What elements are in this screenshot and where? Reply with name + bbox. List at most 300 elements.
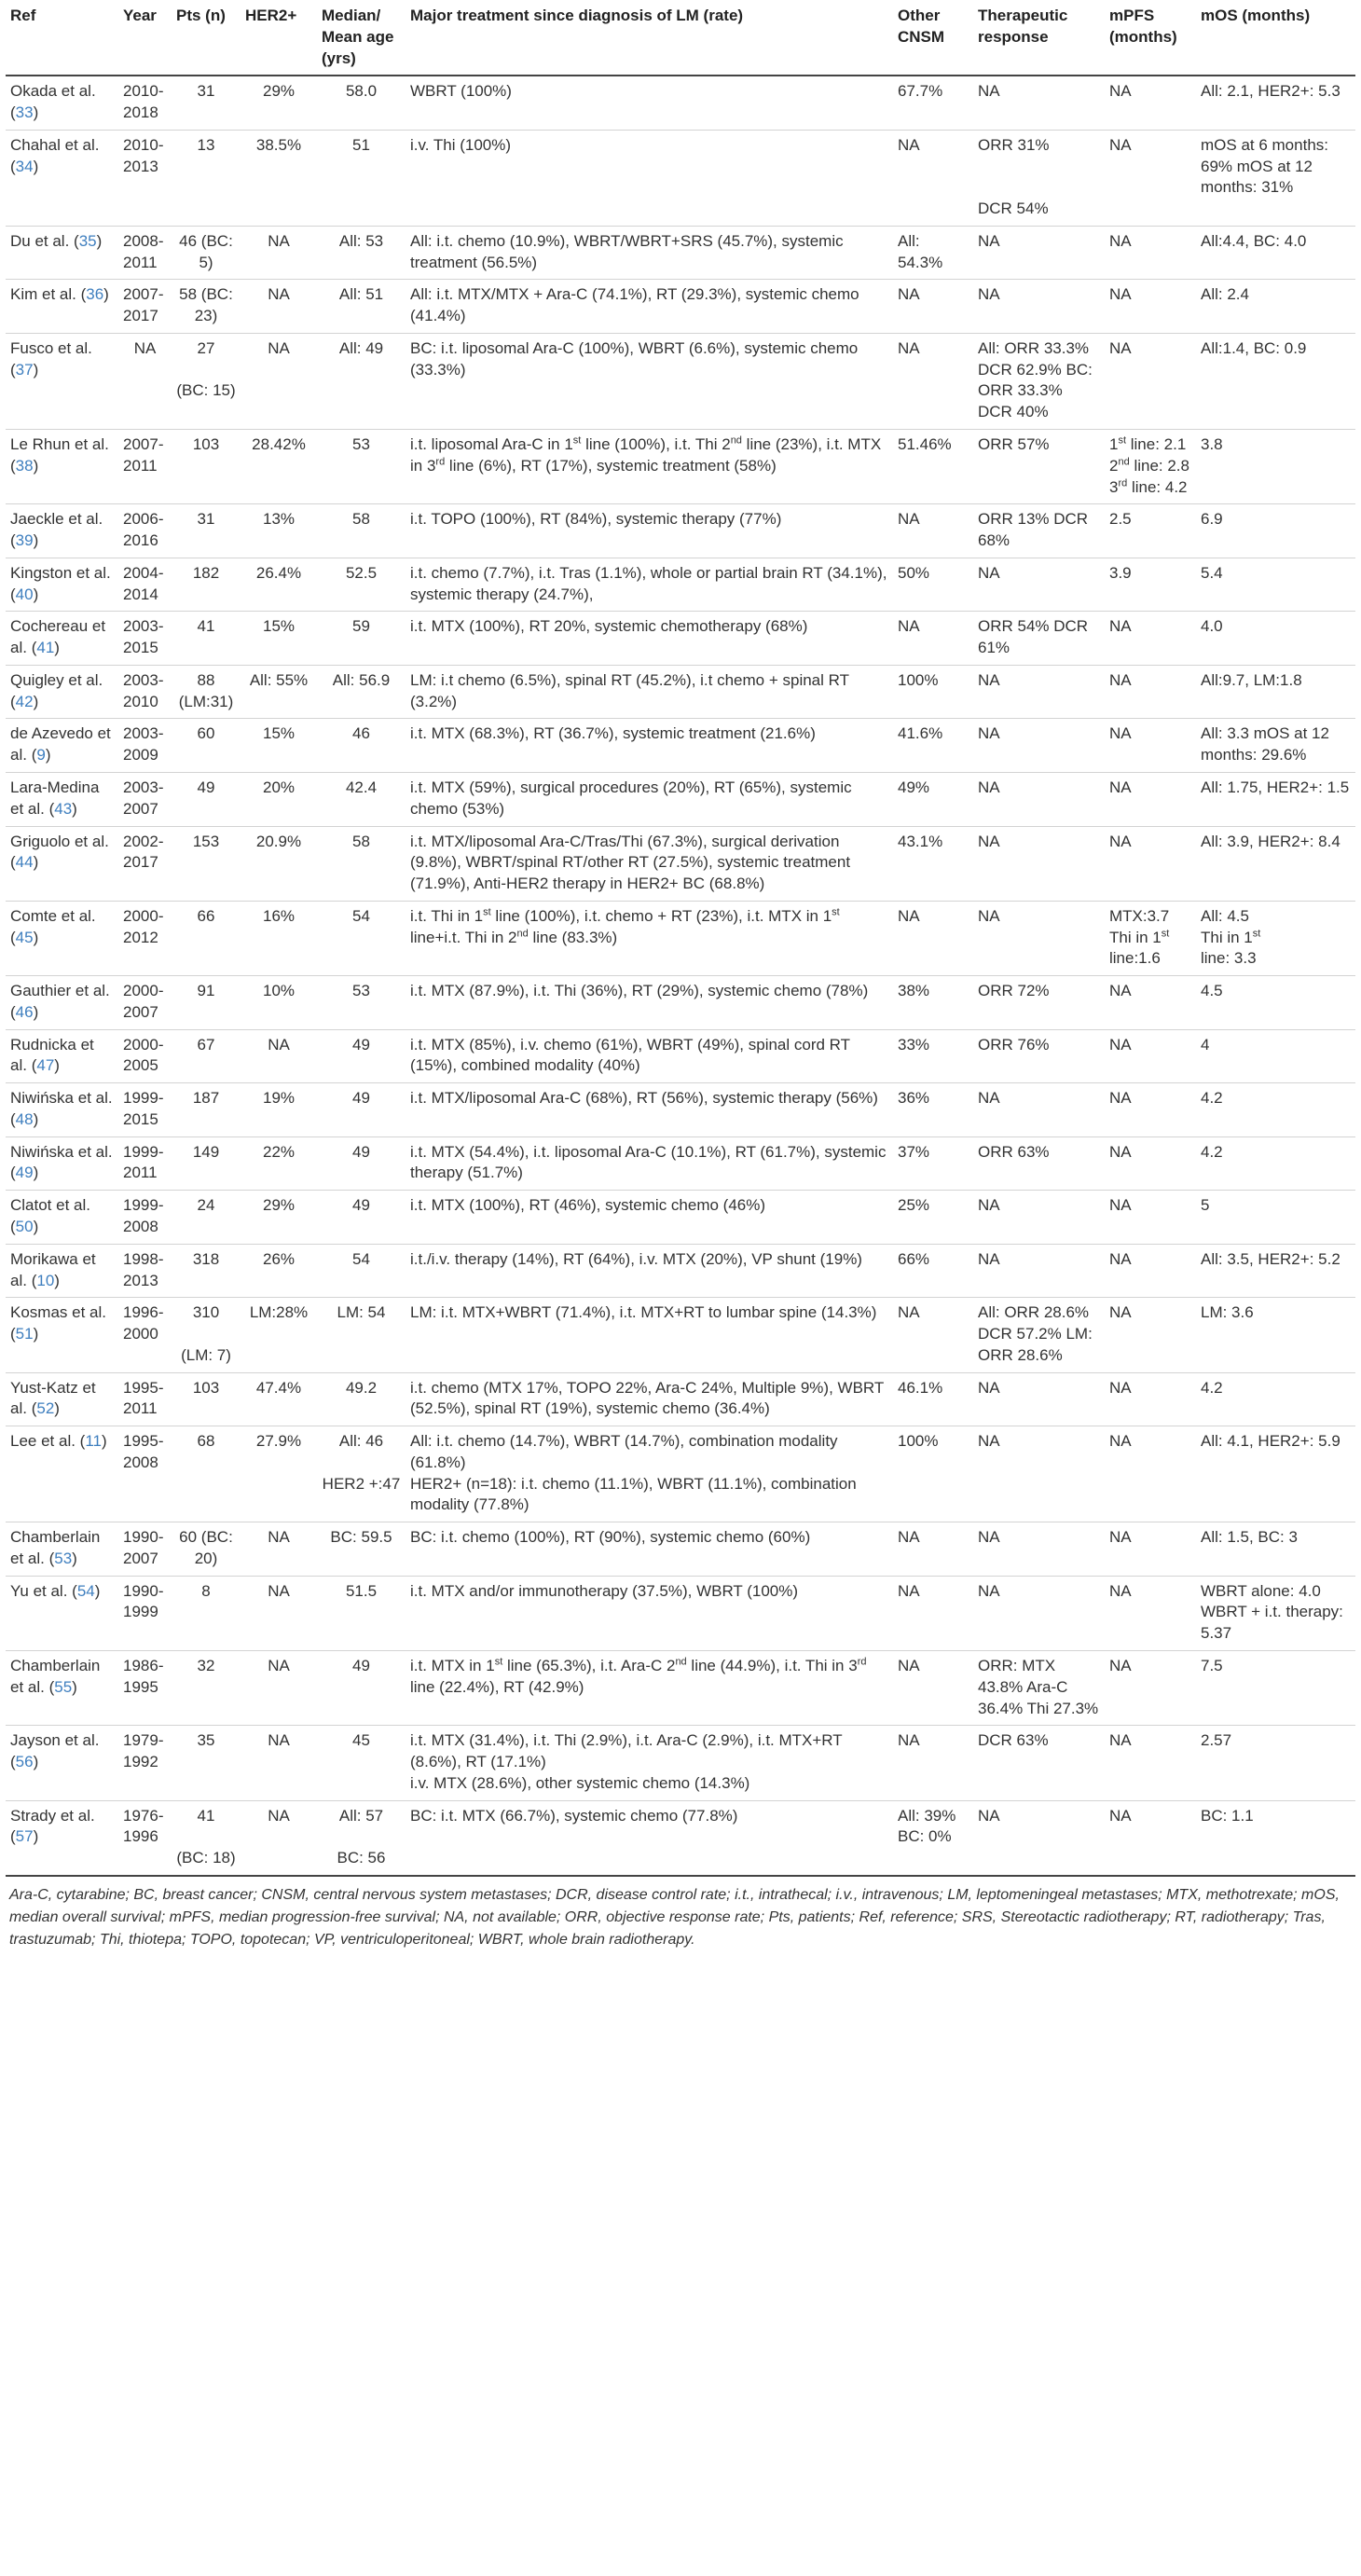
- age-cell: All: 53: [338, 231, 384, 250]
- citation-link[interactable]: 47: [36, 1056, 55, 1075]
- pts-cell: 310 (LM: 7): [181, 1303, 231, 1364]
- treatment-cell: All: i.t. chemo (10.9%), WBRT/WBRT+SRS (45.7%), systemic treatment (56.5%): [410, 231, 844, 271]
- age-cell: BC: 59.5: [330, 1528, 392, 1547]
- pts-cell: 35: [197, 1731, 215, 1750]
- mpfs-cell: NA: [1109, 1378, 1132, 1397]
- pts-cell: 58 (BC: 23): [179, 285, 233, 325]
- treatment-cell: i.t. liposomal Ara-C in 1st line (100%), i.t. Thi 2nd line (23%), i.t. MTX in 3rd line (6%), RT (17%), systemic treatment (58%): [410, 434, 882, 475]
- age-cell: 49: [352, 1035, 370, 1054]
- age-cell: All: 46 HER2 +:47: [322, 1432, 401, 1493]
- citation-link[interactable]: 9: [36, 746, 46, 765]
- citation-link[interactable]: 52: [36, 1399, 55, 1418]
- treatment-cell: i.t. MTX (59%), surgical procedures (20%), RT (65%), systemic chemo (53%): [410, 778, 852, 818]
- response-cell: NA: [978, 82, 1000, 101]
- response-cell: DCR 63%: [978, 1731, 1049, 1750]
- table-row: [6, 1083, 1355, 1137]
- year-cell: 1995-2008: [123, 1432, 164, 1471]
- cnsm-cell: NA: [898, 1528, 920, 1547]
- response-cell: NA: [978, 778, 1000, 796]
- citation-link[interactable]: 35: [78, 231, 97, 250]
- age-cell: 45: [352, 1731, 370, 1750]
- year-cell: 2000-2005: [123, 1035, 164, 1075]
- pts-cell: 91: [197, 982, 215, 1000]
- year-cell: 1995-2011: [123, 1378, 164, 1418]
- pts-cell: 60 (BC: 20): [179, 1528, 233, 1567]
- mpfs-cell: NA: [1109, 338, 1132, 357]
- mos-cell: 7.5: [1201, 1657, 1223, 1674]
- cnsm-cell: 67.7%: [898, 82, 943, 101]
- citation-link[interactable]: 46: [15, 1002, 34, 1021]
- ref-cell: Kosmas et al. (51): [10, 1303, 106, 1343]
- year-cell: 2010-2013: [123, 135, 164, 175]
- table-row: [6, 772, 1355, 826]
- citation-link[interactable]: 40: [15, 585, 34, 603]
- ref-cell: Strady et al. (57): [10, 1806, 95, 1846]
- age-cell: 53: [352, 982, 370, 1000]
- mpfs-cell: NA: [1109, 1089, 1132, 1108]
- treatment-cell: i.t. MTX (54.4%), i.t. liposomal Ara-C (10.1%), RT (61.7%), systemic therapy (51.7%): [410, 1142, 887, 1182]
- treatment-cell: i.t. MTX in 1st line (65.3%), i.t. Ara-C 2nd line (44.9%), i.t. Thi in 3rd line (22.4%), RT (42.9%): [410, 1656, 867, 1696]
- cnsm-cell: 37%: [898, 1142, 930, 1161]
- response-cell: NA: [978, 724, 1000, 743]
- response-cell: ORR 57%: [978, 435, 1050, 454]
- response-cell: ORR 54% DCR 61%: [978, 617, 1089, 657]
- table-row: [6, 826, 1355, 901]
- mos-cell: WBRT alone: 4.0 WBRT + i.t. therapy: 5.37: [1201, 1581, 1343, 1643]
- ref-cell: Lee et al. (11): [10, 1432, 107, 1451]
- mos-cell: All: 4.1, HER2+: 5.9: [1201, 1432, 1340, 1451]
- treatment-cell: i.t. MTX/liposomal Ara-C (68%), RT (56%), systemic therapy (56%): [410, 1089, 878, 1108]
- her2-cell: 22%: [262, 1142, 296, 1161]
- pts-cell: 24: [197, 1196, 215, 1215]
- citation-link[interactable]: 45: [15, 928, 34, 946]
- header-mos: mOS (months): [1201, 7, 1311, 24]
- year-cell: 1998-2013: [123, 1249, 164, 1289]
- mos-cell: All: 1.5, BC: 3: [1201, 1528, 1298, 1547]
- cnsm-cell: 46.1%: [898, 1378, 943, 1397]
- response-cell: NA: [978, 1089, 1000, 1108]
- mpfs-cell: 1st line: 2.1 2nd line: 2.8 3rd line: 4.2: [1109, 434, 1189, 496]
- table-row: [6, 333, 1355, 429]
- her2-cell: NA: [268, 285, 290, 304]
- year-cell: 2007-2011: [123, 435, 164, 475]
- her2-cell: 20.9%: [255, 832, 302, 850]
- table-row: [6, 1136, 1355, 1191]
- response-cell: All: ORR 33.3% DCR 62.9% BC: ORR 33.3% DCR 40%: [978, 338, 1093, 421]
- her2-cell: 47.4%: [255, 1378, 302, 1397]
- table-row: [6, 1426, 1355, 1522]
- her2-cell: LM:28%: [249, 1303, 309, 1322]
- year-cell: 2004-2014: [123, 563, 164, 603]
- ref-cell: Du et al. (35): [10, 231, 103, 250]
- table-row: [6, 1576, 1355, 1650]
- treatment-cell: WBRT (100%): [410, 82, 512, 101]
- citation-link[interactable]: 49: [15, 1164, 34, 1182]
- age-cell: 52.5: [345, 563, 378, 582]
- cnsm-cell: 38%: [898, 982, 930, 1000]
- her2-cell: NA: [268, 1528, 290, 1547]
- citation-link[interactable]: 44: [15, 853, 34, 872]
- response-cell: NA: [978, 1378, 1000, 1397]
- table-row: [6, 1726, 1355, 1800]
- mos-cell: All: 3.5, HER2+: 5.2: [1201, 1249, 1340, 1268]
- treatment-cell: BC: i.t. liposomal Ara-C (100%), WBRT (6.6%), systemic chemo (33.3%): [410, 338, 859, 379]
- year-cell: 1990-1999: [123, 1581, 164, 1621]
- year-cell: 2003-2010: [123, 670, 164, 710]
- treatment-cell: i.t. MTX (87.9%), i.t. Thi (36%), RT (29%), systemic chemo (78%): [410, 982, 869, 1000]
- age-cell: 49: [352, 1142, 370, 1161]
- response-cell: All: ORR 28.6% DCR 57.2% LM: ORR 28.6%: [978, 1303, 1093, 1364]
- response-cell: NA: [978, 1196, 1000, 1215]
- treatment-cell: i.t. chemo (7.7%), i.t. Tras (1.1%), whole or partial brain RT (34.1%), systemic therapy (24.7%),: [410, 563, 887, 603]
- year-cell: 1999-2015: [123, 1089, 164, 1128]
- ref-cell: Yust-Katz et al. (52): [10, 1378, 96, 1418]
- ref-cell: Rudnicka et al. (47): [10, 1035, 94, 1075]
- her2-cell: 27.9%: [255, 1432, 302, 1451]
- response-cell: NA: [978, 1528, 1000, 1547]
- pts-cell: 153: [192, 832, 220, 850]
- ref-cell: Cochereau et al. (41): [10, 617, 106, 657]
- cnsm-cell: 100%: [898, 670, 939, 689]
- age-cell: 46: [352, 724, 370, 743]
- treatment-cell: i.t. MTX (31.4%), i.t. Thi (2.9%), i.t. Ara-C (2.9%), i.t. MTX+RT (8.6%), RT (17.1%) i.v. MTX (28.6%), other systemic chemo (14.3%): [410, 1731, 843, 1792]
- table-row: [6, 1651, 1355, 1726]
- mos-cell: 2.57: [1201, 1731, 1232, 1750]
- mpfs-cell: NA: [1109, 1249, 1132, 1268]
- citation-link[interactable]: 42: [15, 692, 34, 710]
- response-cell: NA: [978, 563, 1000, 582]
- table-row: [6, 976, 1355, 1030]
- mpfs-cell: 2.5: [1109, 510, 1132, 529]
- her2-cell: 20%: [262, 778, 296, 796]
- her2-cell: 16%: [262, 906, 296, 925]
- pts-cell: 318: [192, 1249, 220, 1268]
- table-row: [6, 1029, 1355, 1083]
- pts-cell: 27 (BC: 15): [176, 338, 236, 400]
- table-row: [6, 665, 1355, 719]
- mos-cell: 5.4: [1201, 563, 1223, 582]
- cnsm-cell: 50%: [898, 563, 930, 582]
- citation-link[interactable]: 43: [54, 799, 73, 818]
- ref-cell: Clatot et al. (50): [10, 1196, 90, 1235]
- age-cell: 51.5: [345, 1581, 378, 1600]
- header-year: Year: [123, 7, 157, 24]
- her2-cell: 10%: [262, 982, 296, 1000]
- mpfs-cell: NA: [1109, 1196, 1132, 1215]
- pts-cell: 46 (BC: 5): [179, 231, 233, 271]
- ref-cell: Niwińska et al. (49): [10, 1142, 113, 1182]
- table-row: [6, 130, 1355, 226]
- treatment-cell: i.t. MTX (85%), i.v. chemo (61%), WBRT (49%), spinal cord RT (15%), combined modality (40%): [410, 1035, 850, 1075]
- mpfs-cell: NA: [1109, 1731, 1132, 1750]
- ref-cell: Kingston et al. (40): [10, 563, 111, 603]
- citation-link[interactable]: 39: [15, 531, 34, 550]
- treatment-cell: BC: i.t. chemo (100%), RT (90%), systemic chemo (60%): [410, 1528, 811, 1547]
- mos-cell: All: 2.1, HER2+: 5.3: [1201, 82, 1340, 101]
- pts-cell: 67: [197, 1035, 215, 1054]
- treatment-cell: All: i.t. MTX/MTX + Ara-C (74.1%), RT (29.3%), systemic chemo (41.4%): [410, 285, 859, 325]
- treatment-cell: i.t. chemo (MTX 17%, TOPO 22%, Ara-C 24%, Multiple 9%), WBRT (52.5%), spinal RT (19%), systemic chemo (36.4%): [410, 1378, 884, 1418]
- pts-cell: 49: [197, 778, 215, 796]
- response-cell: ORR: MTX 43.8% Ara-C 36.4% Thi 27.3%: [978, 1657, 1099, 1717]
- table-footnote: Ara-C, cytarabine; BC, breast cancer; CNSM, central nervous system metastases; DCR, disease control rate; i.t., intrathecal; i.v., intravenous; LM, leptomeningeal metastases; MTX, methotrexate; mOS, median overall survival; mPFS, median progression-free survival; NA, not available; ORR, objective response rate; Pts, patients; Ref, reference; SRS, Stereotactic radiotherapy; RT, radiotherapy; Tras, trastuzumab; Thi, thiotepa; TOPO, topotecan; VP, ventriculoperitoneal; WBRT, whole brain radiotherapy.: [9, 1886, 1340, 1948]
- pts-cell: 31: [197, 510, 215, 529]
- her2-cell: 15%: [262, 617, 296, 636]
- her2-cell: All: 55%: [249, 670, 309, 689]
- age-cell: 58.0: [345, 82, 378, 101]
- mos-cell: 4: [1201, 1035, 1210, 1054]
- year-cell: 2006-2016: [123, 510, 164, 550]
- ref-cell: Griguolo et al. (44): [10, 832, 109, 872]
- treatment-cell: i.t. MTX (68.3%), RT (36.7%), systemic treatment (21.6%): [410, 724, 816, 743]
- mpfs-cell: NA: [1109, 982, 1132, 1000]
- studies-table: [6, 0, 1355, 1877]
- year-cell: NA: [133, 338, 157, 357]
- citation-link[interactable]: 56: [15, 1753, 34, 1771]
- treatment-cell: i.v. Thi (100%): [410, 135, 512, 154]
- mpfs-cell: NA: [1109, 1581, 1132, 1600]
- pts-cell: 103: [192, 1378, 220, 1397]
- table-row: [6, 504, 1355, 558]
- citation-link[interactable]: 57: [15, 1827, 34, 1846]
- cnsm-cell: All: 39% BC: 0%: [898, 1806, 956, 1846]
- mpfs-cell: NA: [1109, 285, 1132, 304]
- mos-cell: All:1.4, BC: 0.9: [1201, 338, 1307, 357]
- cnsm-cell: 36%: [898, 1089, 930, 1108]
- citation-link[interactable]: 11: [85, 1432, 102, 1451]
- table-row: [6, 558, 1355, 612]
- mos-cell: All: 3.3 mOS at 12 months: 29.6%: [1201, 724, 1329, 765]
- cnsm-cell: 43.1%: [898, 832, 943, 850]
- age-cell: 49: [352, 1089, 370, 1108]
- ref-cell: Okada et al. (33): [10, 82, 96, 122]
- ref-cell: Chamberlain et al. (53): [10, 1528, 101, 1567]
- citation-link[interactable]: 10: [36, 1271, 55, 1289]
- cnsm-cell: NA: [898, 617, 920, 636]
- treatment-cell: i.t. MTX (100%), RT (46%), systemic chemo (46%): [410, 1196, 766, 1215]
- ref-cell: Chahal et al. (34): [10, 135, 100, 175]
- table-row: [6, 612, 1355, 666]
- pts-cell: 8: [201, 1581, 211, 1600]
- response-cell: NA: [978, 1249, 1000, 1268]
- year-cell: 2003-2015: [123, 617, 164, 657]
- age-cell: 49: [352, 1657, 370, 1674]
- cnsm-cell: NA: [898, 1731, 920, 1750]
- mos-cell: All: 2.4: [1201, 285, 1249, 304]
- her2-cell: 26.4%: [255, 563, 302, 582]
- response-cell: NA: [978, 906, 1000, 925]
- treatment-cell: All: i.t. chemo (14.7%), WBRT (14.7%), combination modality (61.8%) HER2+ (n=18): i.t. chemo (11.1%), WBRT (11.1%), combination modality (77.8%): [410, 1432, 857, 1514]
- year-cell: 1986-1995: [123, 1657, 164, 1696]
- response-cell: NA: [978, 1432, 1000, 1451]
- her2-cell: 26%: [262, 1249, 296, 1268]
- pts-cell: 41: [197, 617, 215, 636]
- age-cell: 51: [352, 135, 370, 154]
- citation-link[interactable]: 33: [15, 103, 34, 122]
- cnsm-cell: 25%: [898, 1196, 930, 1215]
- cnsm-cell: All: 54.3%: [898, 231, 943, 271]
- citation-link[interactable]: 55: [54, 1677, 73, 1696]
- ref-cell: Niwińska et al. (48): [10, 1089, 113, 1128]
- ref-cell: Jaeckle et al. (39): [10, 510, 103, 550]
- table-row: [6, 1522, 1355, 1577]
- ref-cell: Le Rhun et al. (38): [10, 435, 109, 475]
- mpfs-cell: MTX:3.7 Thi in 1st line:1.6: [1109, 906, 1170, 968]
- citation-link[interactable]: 48: [15, 1109, 34, 1128]
- age-cell: 58: [352, 510, 370, 529]
- cnsm-cell: NA: [898, 510, 920, 529]
- response-cell: NA: [978, 670, 1000, 689]
- table-row: [6, 76, 1355, 130]
- cnsm-cell: 33%: [898, 1035, 930, 1054]
- mpfs-cell: NA: [1109, 1806, 1132, 1825]
- treatment-cell: LM: i.t chemo (6.5%), spinal RT (45.2%), i.t chemo + spinal RT (3.2%): [410, 670, 849, 710]
- ref-cell: Gauthier et al. (46): [10, 982, 110, 1021]
- age-cell: 49.2: [345, 1378, 378, 1397]
- citation-link[interactable]: 53: [54, 1549, 73, 1567]
- mos-cell: All: 3.9, HER2+: 8.4: [1201, 832, 1340, 850]
- treatment-cell: LM: i.t. MTX+WBRT (71.4%), i.t. MTX+RT to lumbar spine (14.3%): [410, 1303, 877, 1322]
- ref-cell: Chamberlain et al. (55): [10, 1657, 101, 1696]
- table-row: [6, 901, 1355, 975]
- table-row: [6, 1800, 1355, 1876]
- her2-cell: 15%: [262, 724, 296, 743]
- pts-cell: 31: [197, 82, 215, 101]
- citation-link[interactable]: 38: [15, 456, 34, 475]
- cnsm-cell: 49%: [898, 778, 930, 796]
- year-cell: 1999-2011: [123, 1142, 164, 1182]
- year-cell: 1999-2008: [123, 1196, 164, 1235]
- cnsm-cell: NA: [898, 338, 920, 357]
- pts-cell: 149: [192, 1142, 220, 1161]
- response-cell: NA: [978, 1581, 1000, 1600]
- pts-cell: 41 (BC: 18): [176, 1806, 236, 1867]
- response-cell: NA: [978, 231, 1000, 250]
- her2-cell: NA: [268, 1731, 290, 1750]
- year-cell: 2000-2012: [123, 906, 164, 946]
- cnsm-cell: NA: [898, 1657, 920, 1674]
- age-cell: 54: [352, 906, 370, 925]
- ref-cell: Lara-Medina et al. (43): [10, 778, 100, 818]
- mpfs-cell: 3.9: [1109, 563, 1132, 582]
- mpfs-cell: NA: [1109, 778, 1132, 796]
- cnsm-cell: 41.6%: [898, 724, 943, 743]
- mpfs-cell: NA: [1109, 135, 1132, 154]
- mos-cell: All: 4.5 Thi in 1st line: 3.3: [1201, 906, 1261, 968]
- ref-cell: de Azevedo et al. (9): [10, 724, 111, 765]
- header-response: Therapeutic response: [978, 7, 1068, 46]
- pts-cell: 68: [197, 1432, 215, 1451]
- her2-cell: 28.42%: [252, 435, 306, 454]
- cnsm-cell: NA: [898, 135, 920, 154]
- pts-cell: 13: [197, 135, 215, 154]
- treatment-cell: i.t. Thi in 1st line (100%), i.t. chemo + RT (23%), i.t. MTX in 1st line+i.t. Thi in 2nd line (83.3%): [410, 906, 840, 946]
- her2-cell: NA: [268, 1806, 290, 1825]
- citation-link[interactable]: 34: [15, 157, 34, 175]
- citation-link[interactable]: 37: [15, 360, 34, 379]
- cnsm-cell: 66%: [898, 1249, 930, 1268]
- age-cell: 42.4: [345, 778, 378, 796]
- mpfs-cell: NA: [1109, 724, 1132, 743]
- her2-cell: NA: [268, 1035, 290, 1054]
- mpfs-cell: NA: [1109, 231, 1132, 250]
- table-row: [6, 430, 1355, 504]
- pts-cell: 88 (LM:31): [178, 670, 234, 710]
- cnsm-cell: NA: [898, 285, 920, 304]
- mos-cell: mOS at 6 months: 69% mOS at 12 months: 31%: [1201, 135, 1328, 197]
- year-cell: 1990-2007: [123, 1528, 164, 1567]
- cnsm-cell: 51.46%: [898, 435, 952, 454]
- year-cell: 2002-2017: [123, 832, 164, 872]
- mos-cell: 6.9: [1201, 510, 1223, 529]
- ref-cell: Quigley et al. (42): [10, 670, 103, 710]
- pts-cell: 60: [197, 724, 215, 743]
- age-cell: 58: [352, 832, 370, 850]
- mpfs-cell: NA: [1109, 1303, 1132, 1322]
- year-cell: 2003-2007: [123, 778, 164, 818]
- ref-cell: Jayson et al. (56): [10, 1731, 100, 1771]
- mpfs-cell: NA: [1109, 1528, 1132, 1547]
- treatment-cell: i.t. MTX (100%), RT 20%, systemic chemotherapy (68%): [410, 617, 808, 636]
- response-cell: ORR 31% DCR 54%: [978, 135, 1050, 218]
- table-row: [6, 280, 1355, 334]
- citation-link[interactable]: 41: [36, 639, 55, 657]
- cnsm-cell: NA: [898, 1303, 920, 1322]
- mos-cell: 4.2: [1201, 1142, 1223, 1161]
- her2-cell: NA: [268, 1657, 290, 1674]
- age-cell: LM: 54: [337, 1303, 386, 1322]
- citation-link[interactable]: 50: [15, 1217, 34, 1235]
- response-cell: NA: [978, 1806, 1000, 1825]
- her2-cell: 29%: [262, 82, 296, 101]
- ref-cell: Kim et al. (36): [10, 285, 109, 304]
- citation-link[interactable]: 36: [86, 285, 104, 304]
- mos-cell: 5: [1201, 1196, 1210, 1215]
- response-cell: NA: [978, 832, 1000, 850]
- response-cell: ORR 63%: [978, 1142, 1050, 1161]
- her2-cell: NA: [268, 1581, 290, 1600]
- table-row: [6, 1191, 1355, 1245]
- citation-link[interactable]: 51: [15, 1325, 34, 1343]
- header-treatment: Major treatment since diagnosis of LM (rate): [410, 7, 744, 24]
- cnsm-cell: NA: [898, 1581, 920, 1600]
- header-mpfs: mPFS (months): [1109, 7, 1177, 46]
- year-cell: 2008-2011: [123, 231, 164, 271]
- header-ref: Ref: [10, 7, 36, 24]
- table-row: [6, 719, 1355, 773]
- mos-cell: 4.2: [1201, 1378, 1223, 1397]
- mos-cell: 4.0: [1201, 617, 1223, 636]
- mos-cell: 3.8: [1201, 435, 1223, 454]
- age-cell: All: 56.9: [332, 670, 391, 689]
- ref-cell: Morikawa et al. (10): [10, 1249, 96, 1289]
- table-row: [6, 1372, 1355, 1426]
- year-cell: 2003-2009: [123, 724, 164, 765]
- header-her2: HER2+: [245, 7, 297, 24]
- her2-cell: NA: [268, 338, 290, 357]
- mpfs-cell: NA: [1109, 832, 1132, 850]
- pts-cell: 66: [197, 906, 215, 925]
- year-cell: 1979-1992: [123, 1731, 164, 1771]
- table-row: [6, 226, 1355, 280]
- citation-link[interactable]: 54: [76, 1581, 95, 1600]
- age-cell: 53: [352, 435, 370, 454]
- table-header-row: [6, 0, 1355, 76]
- her2-cell: 19%: [262, 1089, 296, 1108]
- mpfs-cell: NA: [1109, 82, 1132, 101]
- cnsm-cell: NA: [898, 906, 920, 925]
- her2-cell: NA: [268, 231, 290, 250]
